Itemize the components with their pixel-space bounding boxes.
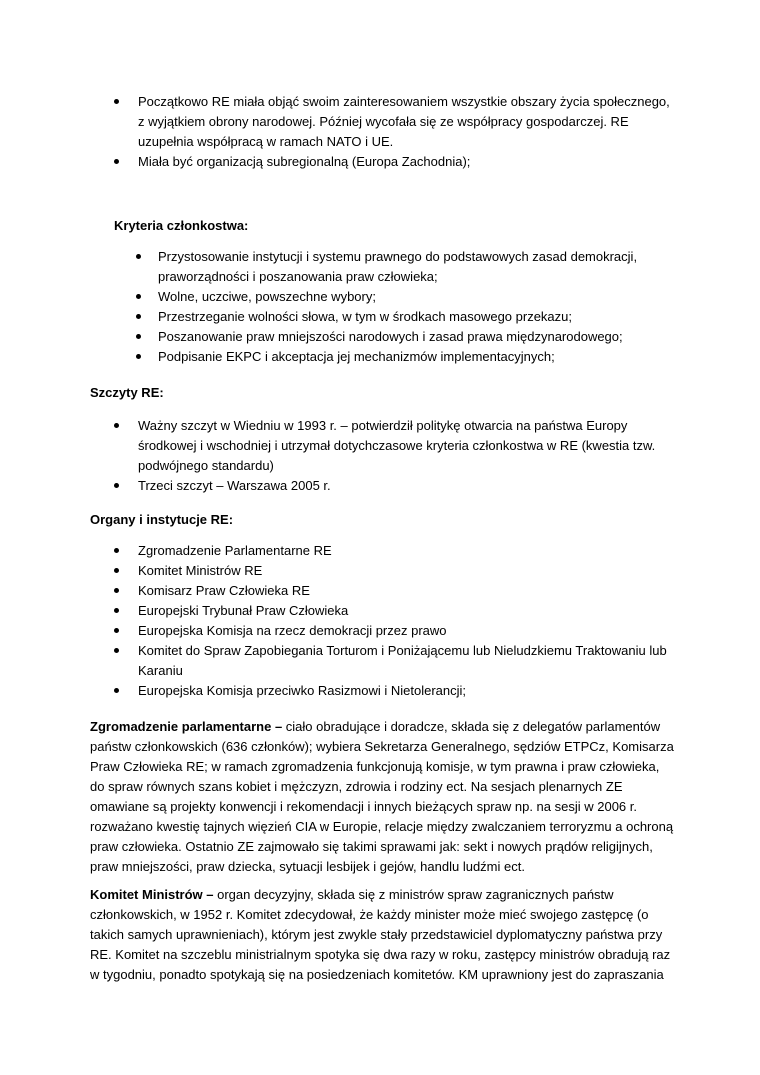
- bullet-icon: [136, 314, 141, 319]
- list-item: Początkowo RE miała objąć swoim zainteresowaniem wszystkie obszary życia społecznego, z wyjątkiem obrony narodowej. Później wycofała się ze współpracy gospodarczej. RE uzupełnia współpracą w ramach NATO i UE.: [90, 92, 675, 152]
- list-item: Poszanowanie praw mniejszości narodowych i zasad prawa międzynarodowego;: [90, 327, 675, 347]
- bullet-icon: [114, 423, 119, 428]
- bullet-icon: [114, 608, 119, 613]
- assembly-paragraph: [90, 717, 675, 877]
- summits-list: [90, 416, 675, 496]
- list-item: Trzeci szczyt – Warszawa 2005 r.: [90, 476, 675, 496]
- bullet-icon: [114, 628, 119, 633]
- bullet-icon: [114, 548, 119, 553]
- list-item: Wolne, uczciwe, powszechne wybory;: [90, 287, 675, 307]
- list-item: Europejska Komisja przeciwko Rasizmowi i Nietolerancji;: [90, 681, 675, 701]
- bullet-icon: [114, 588, 119, 593]
- bullet-icon: [114, 159, 119, 164]
- organs-heading: Organy i instytucje RE:: [90, 512, 234, 527]
- bullet-icon: [136, 254, 141, 259]
- committee-text: organ decyzyjny, składa się z ministrów spraw zagranicznych państw członkowskich, w 1952 r. Komitet zdecydował, że każdy minister może mieć swojego zastępcę (o takich samych uprawnieniach), którym jest zwykle stały przedstawiciel dyplomatyczny państwa przy RE. Komitet na szczeblu ministrialnym spotyka się dwa razy w roku, zastępcy ministrów obradują raz w tygodniu, ponadto spotykają się na posiedzeniach komitetów. KM uprawniony jest do zapraszania: [90, 887, 671, 982]
- bullet-icon: [114, 483, 119, 488]
- list-item: Podpisanie EKPC i akceptacja jej mechanizmów implementacyjnych;: [90, 347, 675, 367]
- bullet-icon: [136, 294, 141, 299]
- list-item: Zgromadzenie Parlamentarne RE: [90, 541, 675, 561]
- list-item: Europejska Komisja na rzecz demokracji przez prawo: [90, 621, 675, 641]
- committee-term: Komitet Ministrów –: [90, 887, 214, 902]
- list-item: Ważny szczyt w Wiedniu w 1993 r. – potwierdził politykę otwarcia na państwa Europy środkowej i wschodniej i utrzymał dotychczasowe kryteria członkostwa w RE (kwestia tzw. podwójnego standardu): [90, 416, 675, 476]
- bullet-icon: [114, 99, 119, 104]
- bullet-icon: [114, 568, 119, 573]
- intro-list: [90, 92, 675, 172]
- list-item: Komitet do Spraw Zapobiegania Torturom i Poniżającemu lub Nieludzkiemu Traktowaniu lub Karaniu: [90, 641, 675, 681]
- committee-paragraph: [90, 885, 675, 985]
- list-item: Komisarz Praw Człowieka RE: [90, 581, 675, 601]
- assembly-text: ciało obradujące i doradcze, składa się z delegatów parlamentów państw członkowskich (636 członków); wybiera Sekretarza Generalnego, sędziów ETPCz, Komisarza Praw Człowieka RE; w ramach zgromadzenia funkcjonują komisje, w tym prawna i praw człowieka, do spraw równych szans kobiet i mężczyzn, zdrowia i rodziny ect. Na sesjach plenarnych ZE omawiane są projekty konwencji i rekomendacji i innych bieżących spraw np. na sesji w 2006 r. rozważano kwestię tajnych więzień CIA w Europie, relacje między zwalczaniem terroryzmu a ochroną praw człowieka. Ostatnio ZE zajmowało się takimi sprawami jak: sekt i nowych prądów religijnych, praw mniejszości, praw dziecka, sytuacji lesbijek i gejów, handlu ludźmi ect.: [90, 719, 674, 874]
- bullet-icon: [136, 334, 141, 339]
- bullet-icon: [114, 648, 119, 653]
- criteria-heading: Kryteria członkostwa:: [114, 218, 249, 233]
- list-item: Miała być organizacją subregionalną (Europa Zachodnia);: [90, 152, 675, 172]
- list-item: Komitet Ministrów RE: [90, 561, 675, 581]
- list-item: Europejski Trybunał Praw Człowieka: [90, 601, 675, 621]
- list-item: Przystosowanie instytucji i systemu prawnego do podstawowych zasad demokracji, praworządności i poszanowania praw człowieka;: [90, 247, 675, 287]
- criteria-list: [90, 247, 675, 367]
- summits-heading: Szczyty RE:: [90, 385, 164, 400]
- organs-list: [90, 541, 675, 701]
- list-item: Przestrzeganie wolności słowa, w tym w środkach masowego przekazu;: [90, 307, 675, 327]
- bullet-icon: [136, 354, 141, 359]
- assembly-term: Zgromadzenie parlamentarne –: [90, 719, 283, 734]
- bullet-icon: [114, 688, 119, 693]
